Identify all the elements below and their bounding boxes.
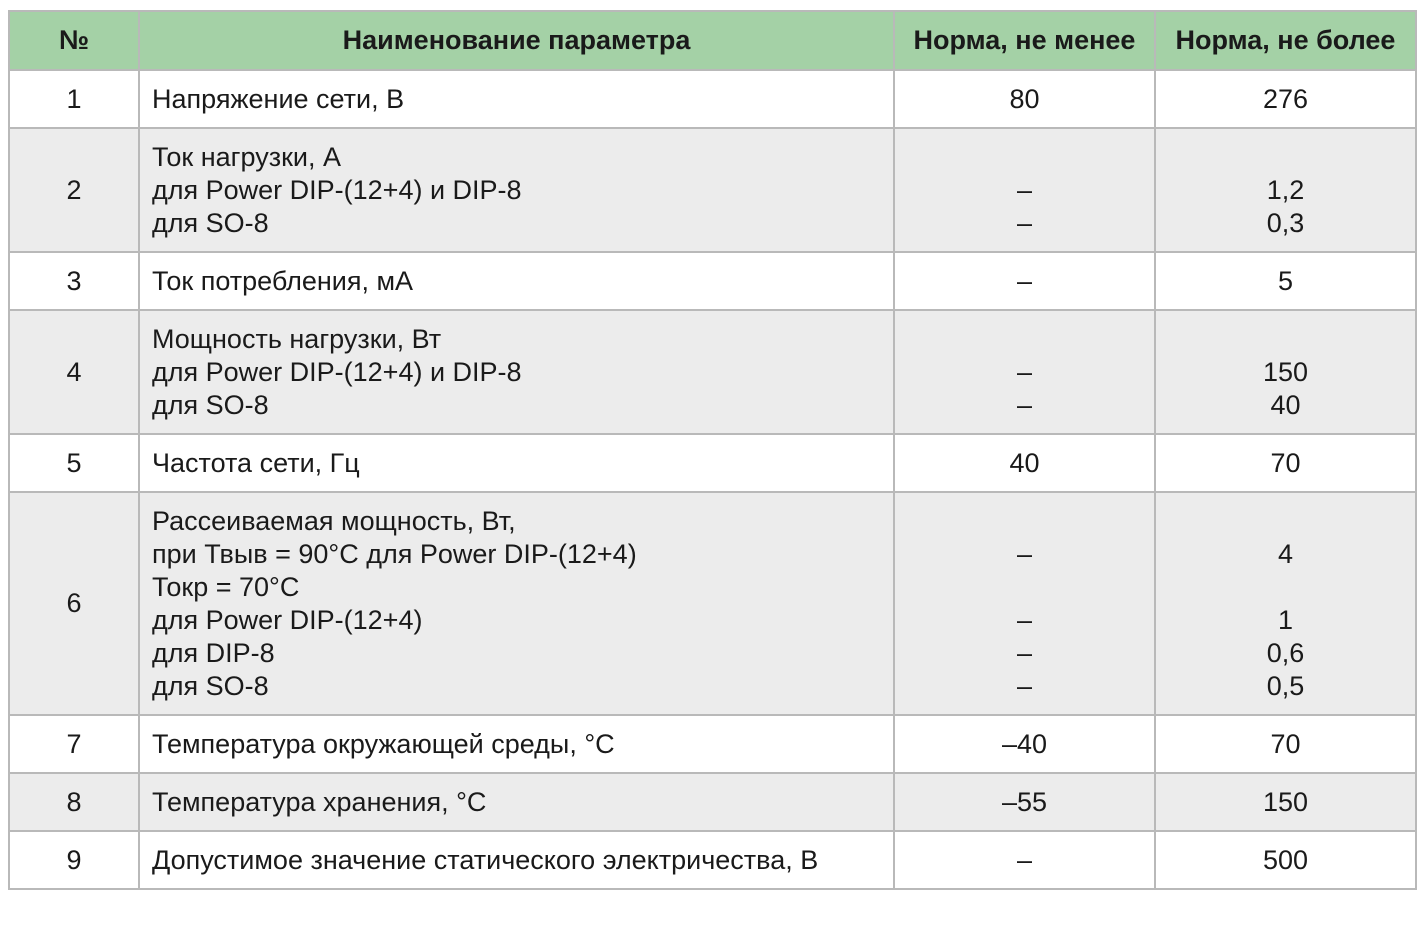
min-line: – [1016,604,1033,635]
cell-max [1155,773,1416,831]
table-row [9,128,1416,252]
cell-name [139,70,894,128]
min-line [895,323,1154,356]
header-num: № [9,11,139,70]
max-line [1156,323,1415,356]
name-line: Напряжение сети, В [152,83,405,114]
max-line: 0,6 [1266,637,1305,668]
max-line: 150 [1262,356,1309,387]
header-max: Норма, не более [1155,11,1416,70]
max-line: 70 [1270,728,1301,759]
table-row [9,492,1416,715]
min-line: – [1016,670,1033,701]
cell-name [139,715,894,773]
max-line [1156,571,1415,604]
row-number: 6 [9,492,139,715]
table-row [9,715,1416,773]
max-line: 500 [1262,844,1309,875]
table-row [9,773,1416,831]
max-line: 276 [1262,83,1309,114]
cell-name [139,128,894,252]
cell-max [1155,70,1416,128]
table-row [9,831,1416,889]
cell-min [894,252,1155,310]
min-line: – [1016,844,1033,875]
parameters-table [8,10,1417,890]
max-line: 0,3 [1266,207,1305,238]
table-row [9,310,1416,434]
name-line: Токр = 70°С [152,571,300,602]
min-line [895,571,1154,604]
table-row [9,70,1416,128]
cell-name [139,831,894,889]
row-number: 5 [9,434,139,492]
max-line: 70 [1270,447,1301,478]
name-line: для SO-8 [152,389,269,420]
cell-max [1155,492,1416,715]
max-line: 1,2 [1266,174,1305,205]
table-body [9,70,1416,889]
row-number: 7 [9,715,139,773]
row-number: 3 [9,252,139,310]
cell-name [139,252,894,310]
name-line: Температура окружающей среды, °С [152,728,615,759]
max-line: 4 [1277,538,1294,569]
name-line: для SO-8 [152,207,269,238]
name-line: Рассеиваемая мощность, Вт, [152,505,516,536]
cell-name [139,434,894,492]
min-line: –55 [1001,786,1048,817]
table-row [9,434,1416,492]
cell-min [894,128,1155,252]
row-number: 9 [9,831,139,889]
cell-min [894,70,1155,128]
max-line: 150 [1262,786,1309,817]
name-line: Мощность нагрузки, Вт [152,323,442,354]
cell-name [139,492,894,715]
name-line: Температура хранения, °С [152,786,487,817]
name-line: Допустимое значение статического электричества, В [152,844,819,875]
cell-max [1155,831,1416,889]
name-line: для Power DIP-(12+4) [152,604,423,635]
cell-max [1155,128,1416,252]
max-line: 40 [1270,389,1301,420]
min-line: – [1016,538,1033,569]
min-line [895,505,1154,538]
header-row [9,11,1416,70]
min-line: – [1016,174,1033,205]
cell-max [1155,252,1416,310]
cell-min [894,831,1155,889]
row-number: 8 [9,773,139,831]
cell-min [894,434,1155,492]
name-line: для SO-8 [152,670,269,701]
cell-name [139,310,894,434]
max-line: 0,5 [1266,670,1305,701]
min-line: – [1016,389,1033,420]
row-number: 1 [9,70,139,128]
min-line: –40 [1001,728,1048,759]
cell-name [139,773,894,831]
header-min: Норма, не менее [894,11,1155,70]
name-line: для DIP-8 [152,637,275,668]
name-line: при Твыв = 90°С для Power DIP-(12+4) [152,538,637,569]
cell-min [894,492,1155,715]
min-line: – [1016,207,1033,238]
name-line: Ток потребления, мА [152,265,414,296]
name-line: для Power DIP-(12+4) и DIP-8 [152,356,522,387]
min-line: 80 [1009,83,1040,114]
cell-max [1155,310,1416,434]
header-name: Наименование параметра [139,11,894,70]
row-number: 4 [9,310,139,434]
max-line [1156,141,1415,174]
name-line: Частота сети, Гц [152,447,360,478]
cell-min [894,773,1155,831]
cell-min [894,310,1155,434]
max-line: 5 [1277,265,1294,296]
min-line: – [1016,356,1033,387]
name-line: для Power DIP-(12+4) и DIP-8 [152,174,522,205]
cell-min [894,715,1155,773]
min-line [895,141,1154,174]
min-line: – [1016,265,1033,296]
name-line: Ток нагрузки, А [152,141,341,172]
max-line [1156,505,1415,538]
cell-max [1155,434,1416,492]
cell-max [1155,715,1416,773]
max-line: 1 [1277,604,1294,635]
row-number: 2 [9,128,139,252]
table-row [9,252,1416,310]
min-line: 40 [1009,447,1040,478]
min-line: – [1016,637,1033,668]
